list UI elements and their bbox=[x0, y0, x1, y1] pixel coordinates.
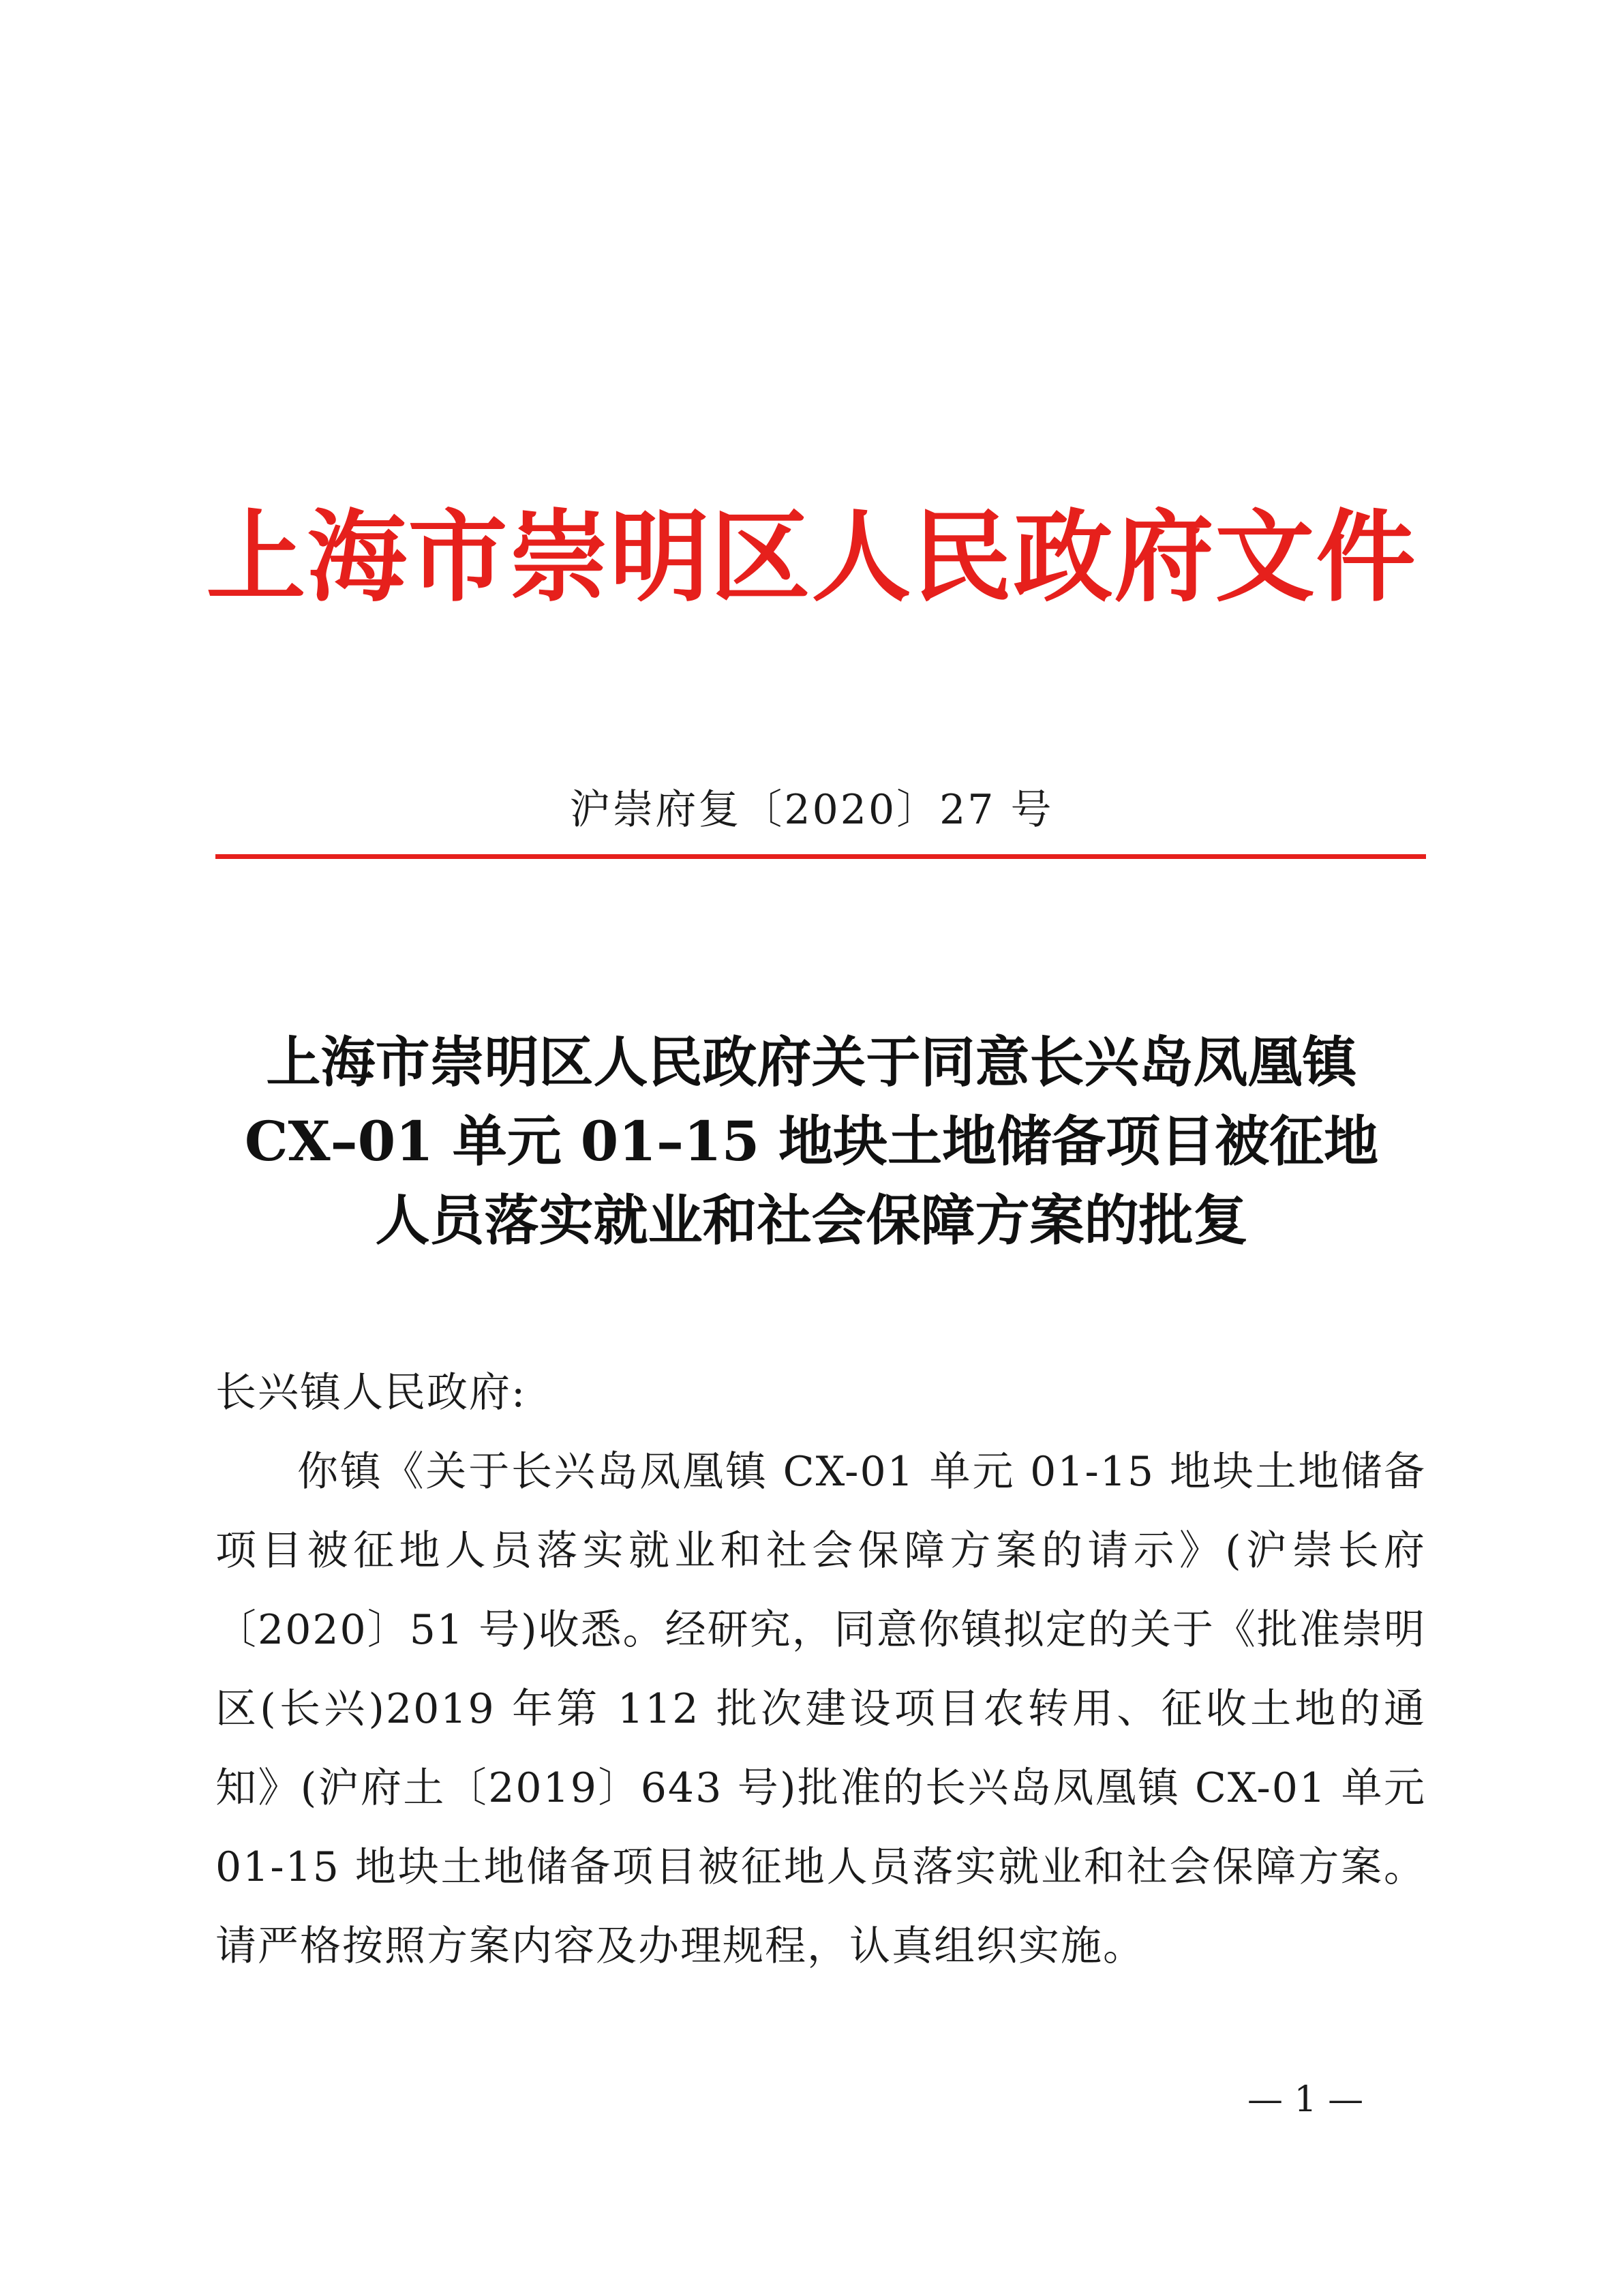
document-header-title: 上海市崇明区人民政府文件 bbox=[206, 499, 1417, 616]
document-title bbox=[136, 1023, 1487, 1260]
page-number: — 1 — bbox=[1247, 2079, 1364, 2120]
document-number: 沪崇府复〔2020〕27 号 bbox=[569, 786, 1054, 834]
salutation: 长兴镇人民政府: bbox=[215, 1369, 527, 1417]
document-title-line: 上海市崇明区人民政府关于同意长兴岛凤凰镇 bbox=[266, 1030, 1357, 1094]
body-paragraph: 你镇《关于长兴岛凤凰镇 CX-01 单元 01-15 地块土地储备项目被征地人员落实就业和社会保障方案的请示》(沪崇长府〔2020〕51 号)收悉。经研究，同意你镇拟定的关于《批准崇明区(长兴)2019 年第 112 批次建设项目农转用、征收土地的通知》(沪府土〔2019〕643 号)批准的长兴岛凤凰镇 CX-01 单元 01-15 地块土地储备项目被征地人员落实就业和社会保障方案。请严格按照方案内容及办理规程，认真组织实施。 bbox=[215, 1448, 1426, 1970]
document-body bbox=[215, 1353, 1426, 1986]
red-divider-line bbox=[215, 854, 1426, 859]
document-title-line: 人员落实就业和社会保障方案的批复 bbox=[375, 1188, 1248, 1252]
document-title-line: CX–01 单元 01–15 地块土地储备项目被征地 bbox=[244, 1109, 1379, 1173]
